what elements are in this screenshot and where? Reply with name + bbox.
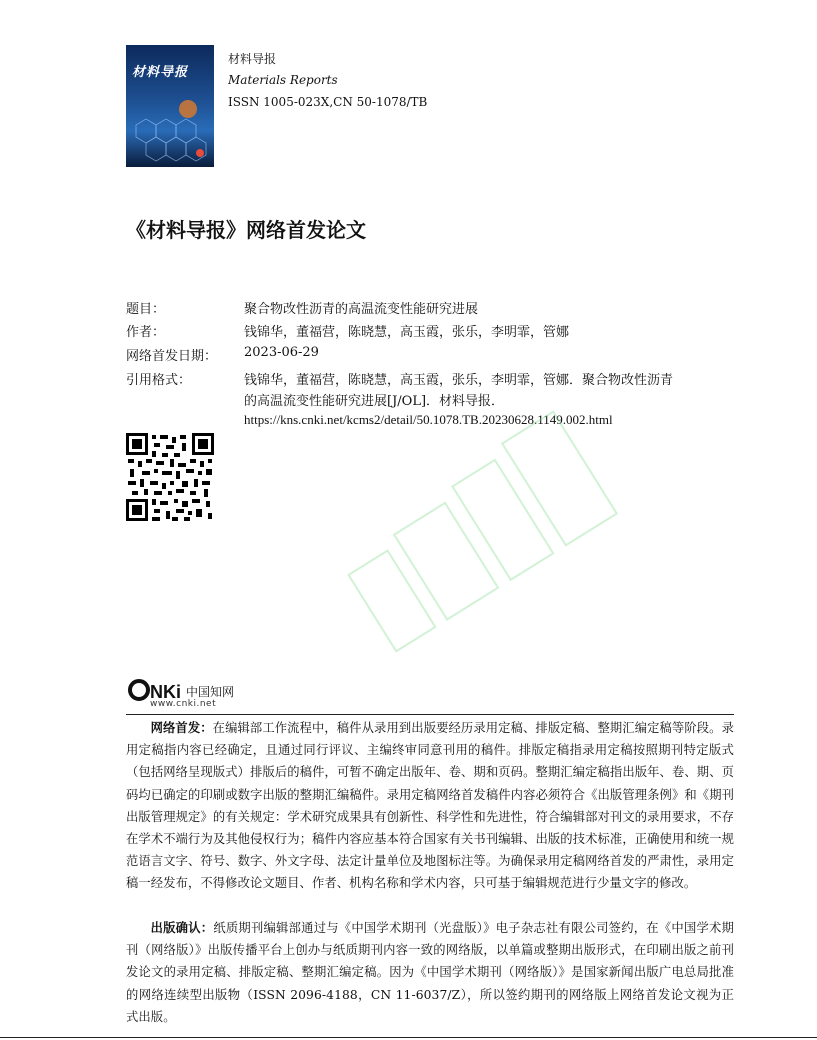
meta-label-date: 网络首发日期：	[126, 349, 218, 364]
notice-online-first-heading: 网络首发：	[150, 720, 213, 735]
notice-online-first-body: 在编辑部工作流程中，稿件从录用到出版要经历录用定稿、排版定稿、整期汇编定稿等阶段。录用定稿指内容已经确定，且通过同行评议、主编终审同意刊用的稿件。排版定稿指录用定稿按照期刊特定版式（包括网络呈现版式）排版后的稿件，可暂不确定出版年、卷、期和页码。整期汇编定稿指出版年、卷、期、页码均已确定的印刷或数字出版的整期汇编稿件。录用定稿网络首发稿件内容必须符合《出版管理条例》和《期刊出版管理规定》的有关规定：学术研究成果具有创新性、科学性和先进性，符合编辑部对刊文的录用要求，不存在学术不端行为及其他侵权行为；稿件内容应基本符合国家有关书刊编辑、出版的技术标准，正确使用和统一规范语言文字、符号、数字、外文字母、法定计量单位及地图标注等。为确保录用定稿网络首发的严肃性，录用定稿一经发布，不得修改论文题目、作者、机构名称和学术内容，只可基于编辑规范进行少量文字的修改。	[126, 721, 734, 891]
journal-name-cn: 材料导报	[228, 52, 277, 66]
notice-publication-body: 纸质期刊编辑部通过与《中国学术期刊（光盘版）》电子杂志社有限公司签约，在《中国学术期刊（网络版）》出版传播平台上创办与纸质期刊内容一致的网络版，以单篇或整期出版形式，在印刷出版之前刊发论文的录用定稿、排版定稿、整期汇编定稿。因为《中国学术期刊（网络版）》是国家新闻出版广电总局批准的网络连续型出版物（ISSN 2096-4188，CN 11-6037/Z），所以签约期刊的网络版上网络首发论文视为正式出版。	[126, 921, 734, 1024]
meta-value-citation-line1: 钱锦华，董福营，陈晓慧，高玉霞，张乐，李明霏，管娜．聚合物改性沥青	[244, 373, 674, 388]
bottom-divider	[0, 1037, 817, 1038]
divider	[126, 714, 734, 715]
meta-label-citation: 引用格式：	[126, 373, 192, 388]
notice-online-first	[126, 717, 734, 895]
meta-value-citation-line2: 的高温流变性能研究进展[J/OL]．材料导报．	[244, 394, 505, 409]
journal-cover-image	[126, 45, 214, 167]
journal-issn: ISSN 1005-023X,CN 50-1078/TB	[228, 95, 428, 109]
notice-publication-heading: 出版确认：	[150, 920, 214, 935]
notice-publication-confirmation	[126, 917, 734, 1028]
cover-title: 材料导报	[132, 65, 189, 80]
meta-label-title: 题目：	[126, 302, 166, 317]
meta-value-authors: 钱锦华，董福营，陈晓慧，高玉霞，张乐，李明霏，管娜	[244, 325, 570, 340]
citation-link[interactable]: https://kns.cnki.net/kcms2/detail/50.1078.TB.20230628.1149.002.html	[244, 412, 613, 427]
watermark	[320, 410, 640, 670]
cnki-url[interactable]: www.cnki.net	[150, 699, 217, 709]
qr-code	[126, 433, 214, 521]
meta-value-title: 聚合物改性沥青的高温流变性能研究进展	[244, 302, 479, 317]
svg-text:中国知网: 中国知网	[186, 685, 235, 699]
page-title: 《材料导报》网络首发论文	[126, 218, 366, 242]
meta-value-date: 2023-06-29	[244, 345, 319, 360]
svg-text:NKi: NKi	[150, 682, 181, 702]
meta-label-authors: 作者：	[126, 325, 166, 340]
journal-name-en: Materials Reports	[228, 73, 338, 87]
